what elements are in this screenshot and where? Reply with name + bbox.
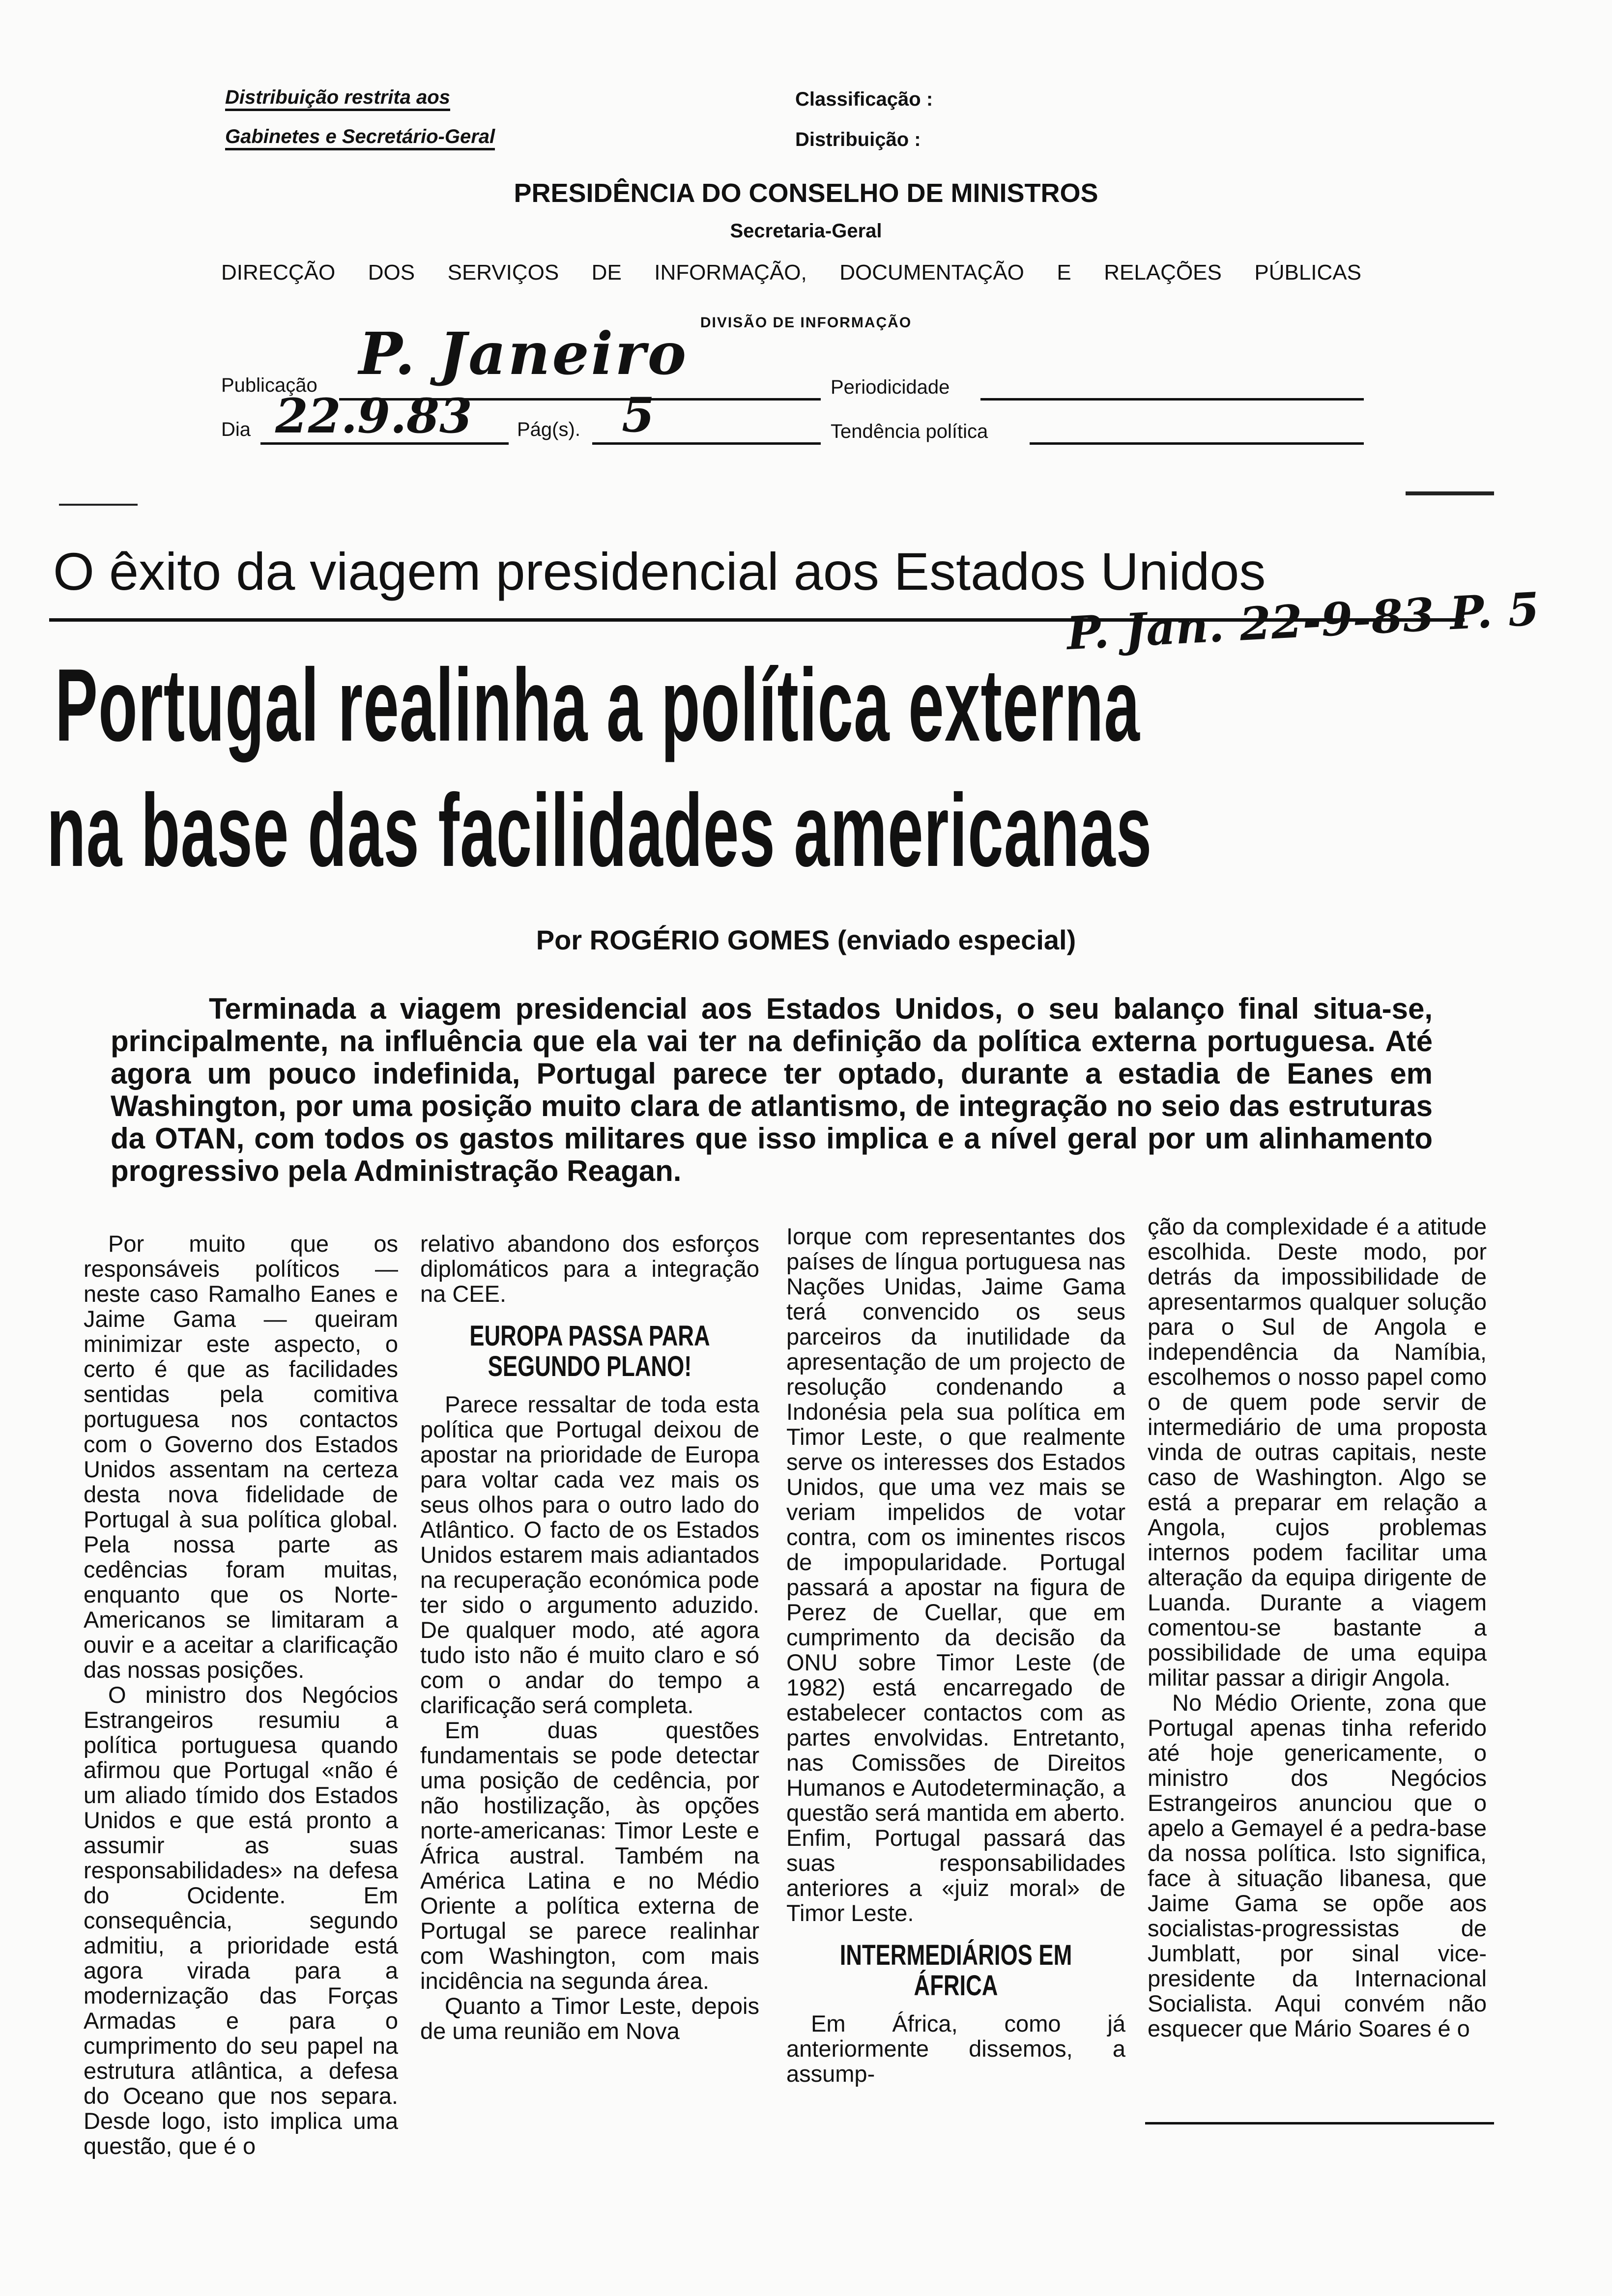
col3-paragraph: Iorque com representantes dos países de língua portuguesa nas Nações Unidas, Jaime Gama terá convencido os seus parceiros da inutilidade da apresentação de um projecto de resolução condenando a Indonésia pela sua política em Timor Leste, o que realmente serve os interesses dos Estados Unidos, que uma vez mais se veriam impelidos de votar contra, com os iminentes riscos de impopularidade. Portugal passará a apostar na figura de Perez de Cuellar, que em cumprimento da decisão da ONU sobre Timor Leste (de 1982) está encarregado de estabelecer contactos com as partes envolvidas. Entretanto, nas Comissões de Direitos Humanos e Autodeterminação, a questão será mantida em aberto. Enfim, Portugal passará das suas responsabilidades anteriores a «juiz moral» de Timor Leste. xyxy=(786,1223,1125,1926)
publication-handwritten-value: P. Janeiro xyxy=(359,319,689,388)
handwritten-reference: P. Jan. 22-9-83 P. 5 xyxy=(1065,582,1541,660)
pages-label: Pág(s). xyxy=(517,419,580,440)
article-lead: Terminada a viagem presidencial aos Estados Unidos, o seu balanço final situa-se, principalmente, na influência que ela vai ter na definição da política externa portuguesa. Até agora um pouco indefinida, Portugal parece ter optado, durante a estadia de Eanes em Washington, por uma posição muito clara de atlantismo, de integração no seio das estruturas da OTAN, com todos os gastos militares que isso implica e a nível geral por um alinhamento progressivo pela Administração Reagan. xyxy=(111,992,1433,1187)
pages-handwritten-value: 5 xyxy=(622,387,655,443)
subhead-europa: EUROPA PASSA PARA SEGUNDO PLANO! xyxy=(469,1320,710,1382)
restricted-distribution-line1: Distribuição restrita aos xyxy=(225,86,450,111)
col2-paragraph: Quanto a Timor Leste, depois de uma reunião em Nova xyxy=(420,1993,759,2044)
column-4 xyxy=(1148,1214,1487,2041)
col4-paragraph: ção da complexidade é a atitude escolhida. Deste modo, por detrás da impossibilidade de apresentarmos qualquer solução para o Sul de Angola e independência da Namíbia, escolhemos o nosso papel como o de quem pode servir de intermediário de uma proposta vinda de outras capitais, neste caso de Washington. Algo se está a preparar em relação a Angola, cujos problemas internos podem facilitar uma alteração da equipa dirigente de Luanda. Durante a viagem comentou-se bastante a possibilidade de uma equipa militar passar a dirigir Angola. xyxy=(1148,1213,1487,1691)
tendency-label: Tendência política xyxy=(831,421,988,442)
distribution-label: Distribuição : xyxy=(795,129,921,150)
col1-paragraph: Por muito que os responsáveis políticos — neste caso Ramalho Eanes e Jaime Gama — queiram minimizar este aspecto, o certo é que as facilidades sentidas pela comitiva portuguesa nos contactos com o Governo dos Estados Unidos assentam na certeza desta nova fidelidade de Portugal à sua política global. Pela nossa parte as cedências foram muitas, enquanto que os Norte-Americanos se limitaram a ouvir e a aceitar a clarificação das nossas posições. xyxy=(84,1231,398,1683)
article-kicker: O êxito da viagem presidencial aos Estados Unidos xyxy=(53,542,1266,601)
day-label: Dia xyxy=(221,419,251,440)
col3-paragraph: Em África, como já anteriormente dissemos, a assump- xyxy=(786,2010,1125,2087)
column-2 xyxy=(420,1231,759,2043)
subhead-intermediarios: INTERMEDIÁRIOS EM ÁFRICA xyxy=(839,1939,1072,2002)
col2-paragraph: Parece ressaltar de toda esta política que Portugal deixou de apostar na prioridade de Europa para voltar cada vez mais os seus olhos para o outro lado do Atlântico. O facto de os Estados Unidos estarem mais adiantados na recuperação económica pode ter sido o argumento aduzido. De qualquer modo, até agora tudo isto não é muito claro e só com o andar do tempo a clarificação será completa. xyxy=(420,1391,759,1718)
col4-paragraph: No Médio Oriente, zona que Portugal apenas tinha referido até hoje genericamente, o ministro dos Negócios Estrangeiros anunciou que o apelo a Gemayel é a pedra-base da nossa política. Isto significa, face à situação libanesa, que Jaime Gama se opõe aos socialistas-progressistas de Jumblatt, por sinal vice-presidente da Internacional Socialista. Aqui convém não esquecer que Mário Soares é o xyxy=(1148,1690,1487,2041)
day-handwritten-value: 22.9.83 xyxy=(275,388,472,444)
col1-paragraph: O ministro dos Negócios Estrangeiros resumiu a política portuguesa quando afirmou que Portugal «não é um aliado tímido dos Estados Unidos e que está pronto a assumir as suas responsabilidades» na defesa do Ocidente. Em consequência, segundo admitiu, a prioridade está agora virada para a modernização das Forças Armadas e para o cumprimento do seu papel na estrutura atlântica, a defesa do Oceano que nos separa. Desde logo, isto implica uma questão, que é o xyxy=(84,1682,398,2159)
clipping-edge-left xyxy=(59,504,138,506)
headline-line1: Portugal realinha a política externa xyxy=(55,647,1141,763)
tendency-underline xyxy=(1030,423,1364,445)
column-3 xyxy=(786,1224,1125,2086)
col2-paragraph: relativo abandono dos esforços diplomáticos para a integração na CEE. xyxy=(420,1231,759,1307)
col2-paragraph: Em duas questões fundamentais se pode detectar uma posição de cedência, por não hostilização, às opções norte-americanas: Timor Leste e África austral. Também na América Latina e no Médio Oriente a política externa de Portugal se parece realinhar com Washington, com mais incidência na segunda área. xyxy=(420,1717,759,1994)
classification-label: Classificação : xyxy=(795,88,933,110)
division-title: DIVISÃO DE INFORMAÇÃO xyxy=(700,315,912,331)
clipping-edge-right xyxy=(1406,491,1494,495)
secretariat-title: Secretaria-Geral xyxy=(730,220,882,242)
clipping-bottom-rule xyxy=(1145,2122,1494,2124)
publication-label: Publicação xyxy=(221,374,317,396)
column-1 xyxy=(84,1231,398,2158)
directorate-title: DIRECÇÃO DOS SERVIÇOS DE INFORMAÇÃO, DOCUMENTAÇÃO E RELAÇÕES PÚBLICAS xyxy=(221,260,1361,285)
organization-title: PRESIDÊNCIA DO CONSELHO DE MINISTROS xyxy=(514,178,1098,208)
restricted-distribution-line2: Gabinetes e Secretário-Geral xyxy=(225,126,495,150)
periodicity-label: Periodicidade xyxy=(831,376,950,398)
headline-line2: na base das facilidades americanas xyxy=(47,773,1152,888)
periodicity-underline xyxy=(980,378,1364,401)
byline: Por ROGÉRIO GOMES (enviado especial) xyxy=(536,924,1076,955)
